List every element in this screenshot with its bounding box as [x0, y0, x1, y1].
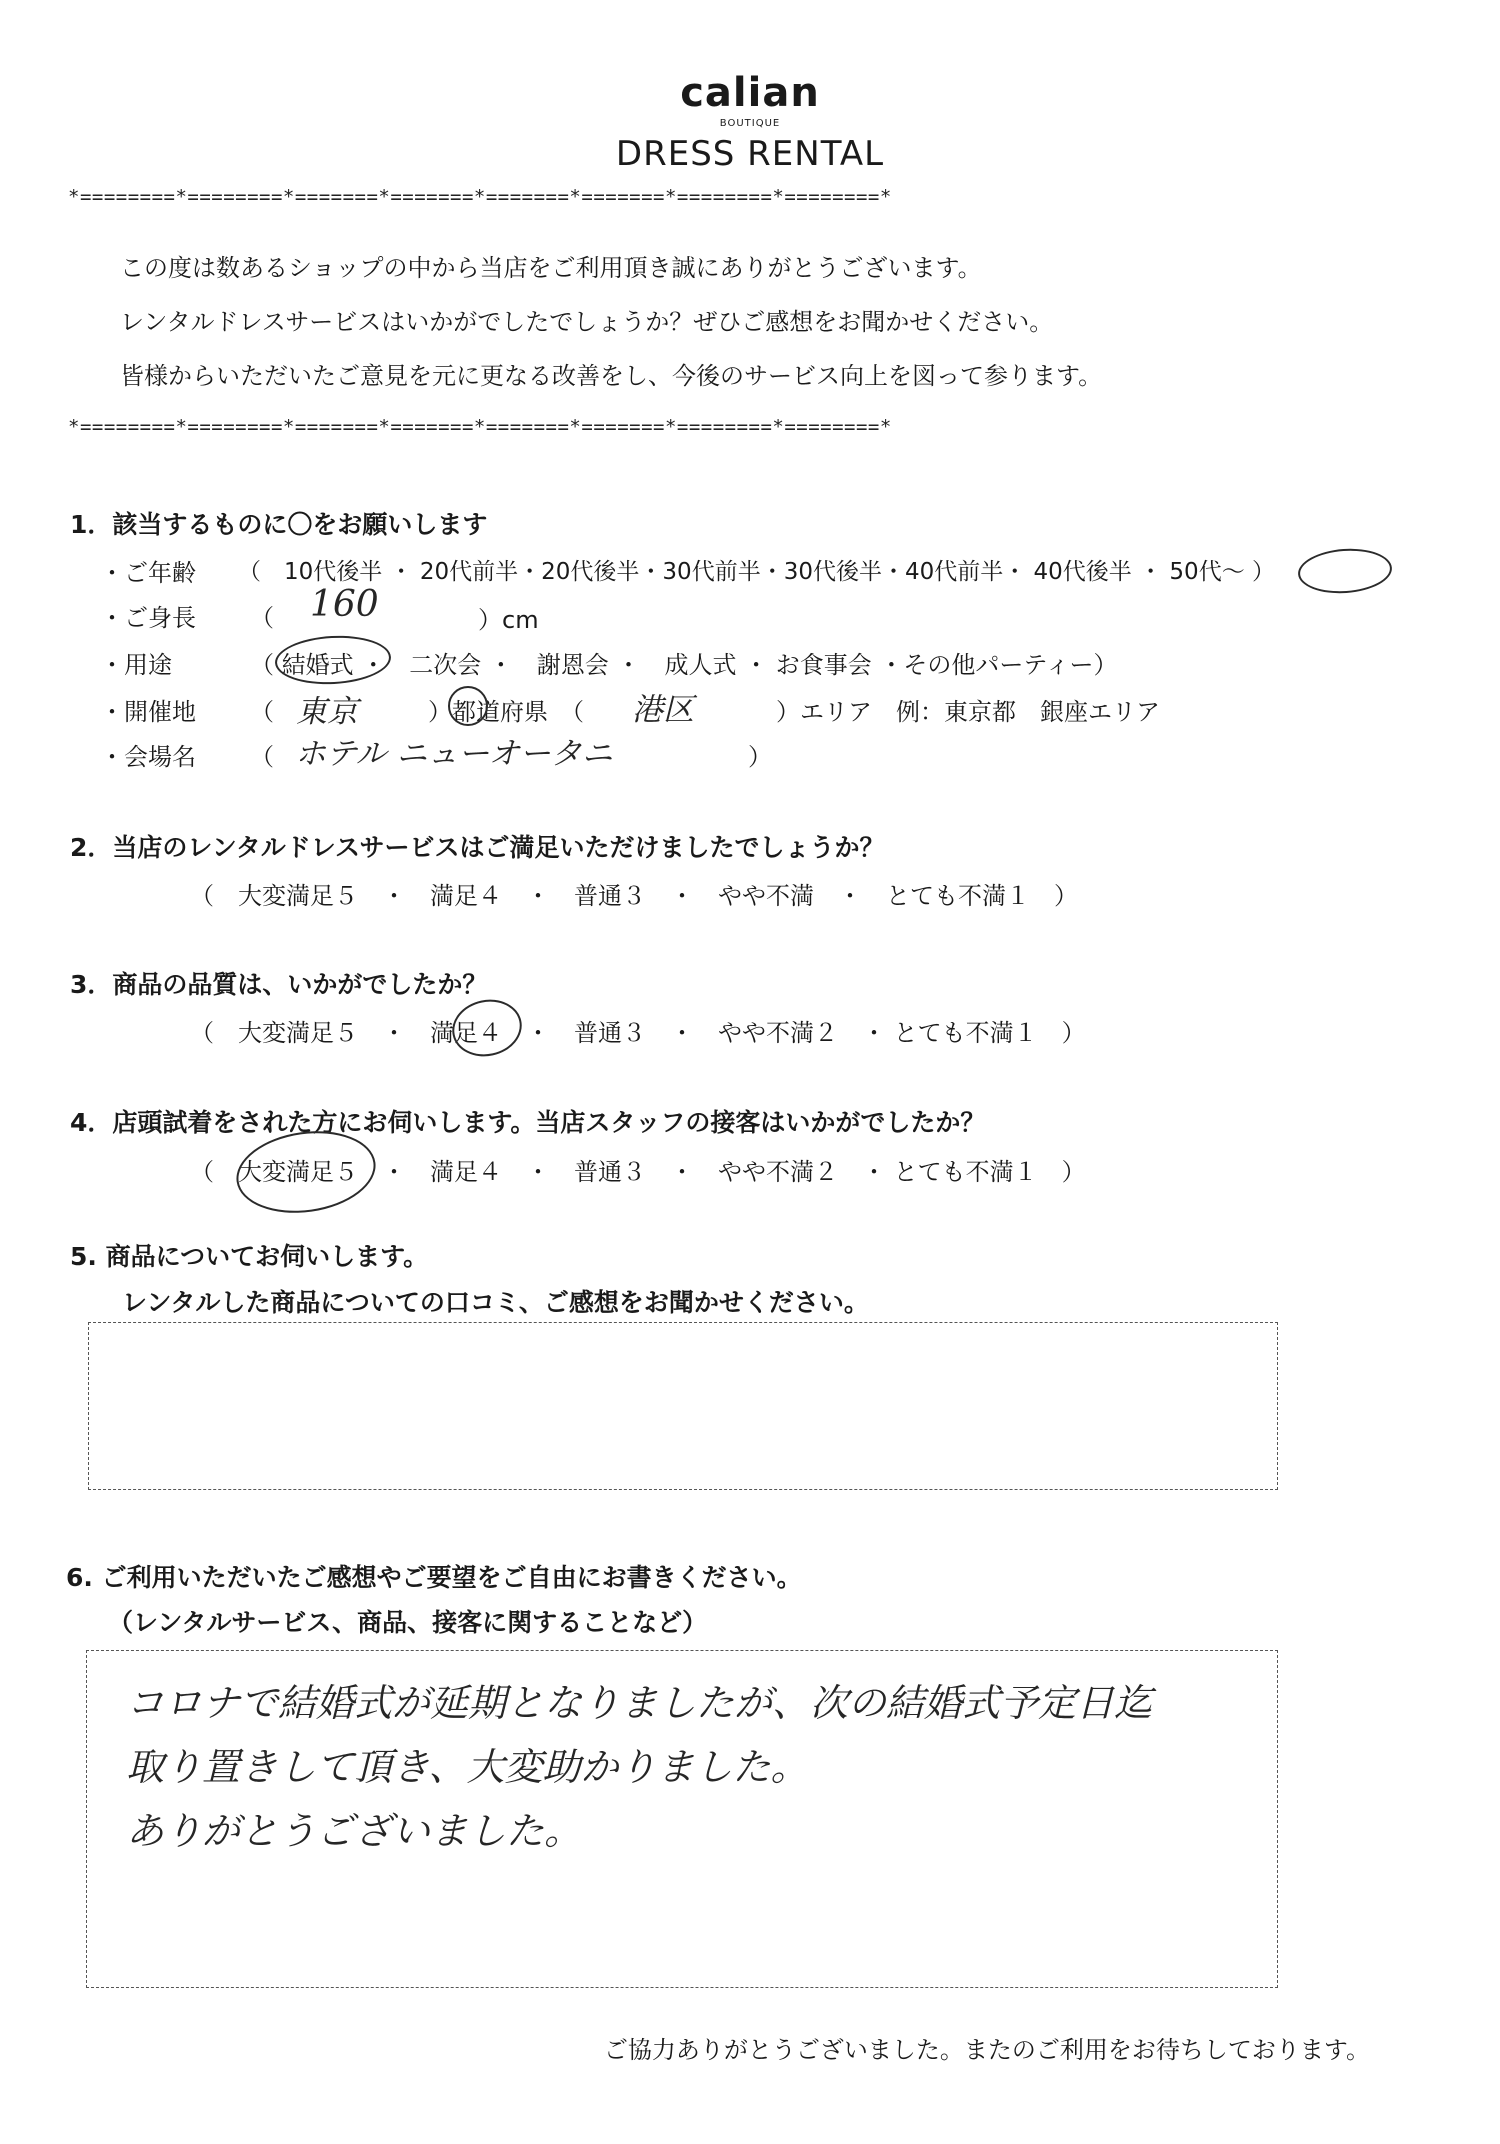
question-3-title: 3．商品の品質は、いかがでしたか？ [70, 970, 488, 999]
venue-area-suffix: ）エリア 例：東京都 銀座エリア [776, 698, 1160, 726]
question-5-answer-box[interactable] [88, 1322, 1278, 1490]
height-label: ・ご身長 [100, 604, 196, 632]
brand-title: DRESS RENTAL [615, 134, 885, 174]
venue-prefecture-value: 東京 [296, 694, 358, 730]
question-3-options: （ 大変満足５ ・ 満足４ ・ 普通３ ・ やや不満２ ・ とても不満１ ） [190, 1019, 1086, 1047]
purpose-options: （ 結婚式 ・ 二次会 ・ 謝恩会 ・ 成人式 ・ お食事会 ・その他パーティー） [250, 651, 1118, 679]
question-6-answer-line-1: コロナで結婚式が延期となりましたが、次の結婚式予定日迄 [126, 1681, 1153, 1725]
intro-line-1: この度は数あるショップの中から当店をご利用頂き誠にありがとうございます。 [120, 254, 982, 282]
purpose-label: ・用途 [100, 651, 172, 679]
venue-name-label: ・会場名 [100, 743, 196, 771]
venue-prefecture-suffix: ）都道府県 （ [428, 698, 584, 726]
question-6-answer-line-2: 取り置きして頂き、大変助かりました。 [126, 1745, 809, 1789]
question-6-answer-line-3: ありがとうございました。 [126, 1809, 583, 1853]
prefecture-selected-circle [448, 686, 488, 726]
bottom-divider: *========*========*=======*=======*=======*=======*========*========* [68, 416, 892, 438]
venue-name-open-paren: （ [250, 743, 274, 771]
question-5-subtitle: レンタルした商品についての口コミ、ご感想をお聞かせください。 [122, 1288, 869, 1317]
question-2-title: 2．当店のレンタルドレスサービスはご満足いただけましたでしょうか？ [70, 833, 885, 862]
venue-area-open-paren: （ [250, 698, 274, 726]
age-label: ・ご年齢 [100, 559, 196, 587]
question-4-options: （ 大変満足５ ・ 満足４ ・ 普通３ ・ やや不満２ ・ とても不満１ ） [190, 1158, 1086, 1186]
question-1-title: 1．該当するものに〇をお願いします [70, 510, 488, 539]
question-6-subtitle: （レンタルサービス、商品、接客に関することなど） [108, 1608, 708, 1637]
age-options: （ 10代後半 ・ 20代前半・20代後半・30代前半・30代後半・40代前半・ 40代後半 ・ 50代～ ） [238, 559, 1275, 585]
question-2-options: （ 大変満足５ ・ 満足４ ・ 普通３ ・ やや不満 ・ とても不満１ ） [190, 882, 1078, 910]
brand-logo: calian [680, 70, 820, 116]
question-6-title: 6. ご利用いただいたご感想やご要望をご自由にお書きください。 [66, 1563, 802, 1592]
venue-name-close-paren: ） [748, 743, 772, 771]
brand-logo-subtitle: BOUTIQUE [719, 118, 781, 129]
venue-area-value: 港区 [632, 692, 694, 728]
age-selected-circle [1297, 546, 1394, 596]
intro-line-2: レンタルドレスサービスはいかがでしたでしょうか？ぜひご感想をお聞かせください。 [120, 308, 1054, 336]
question-5-title: 5. 商品についてお伺いします。 [70, 1242, 429, 1271]
question-3-selected-circle [447, 993, 527, 1062]
height-open-paren: （ [250, 604, 274, 632]
height-value: 160 [310, 584, 379, 625]
height-unit: ）cm [478, 606, 539, 634]
intro-line-3: 皆様からいただいたご意見を元に更なる改善をし、今後のサービス向上を図って参ります。 [120, 362, 1103, 390]
venue-area-label: ・開催地 [100, 698, 196, 726]
question-4-title: 4．店頭試着をされた方にお伺いします。当店スタッフの接客はいかがでしたか？ [70, 1108, 986, 1137]
venue-name-value: ホテル ニューオータニ [295, 736, 613, 772]
top-divider: *========*========*=======*=======*=======*=======*========*========* [68, 186, 892, 208]
footer-thanks: ご協力ありがとうございました。またのご利用をお待ちしております。 [603, 2036, 1370, 2064]
